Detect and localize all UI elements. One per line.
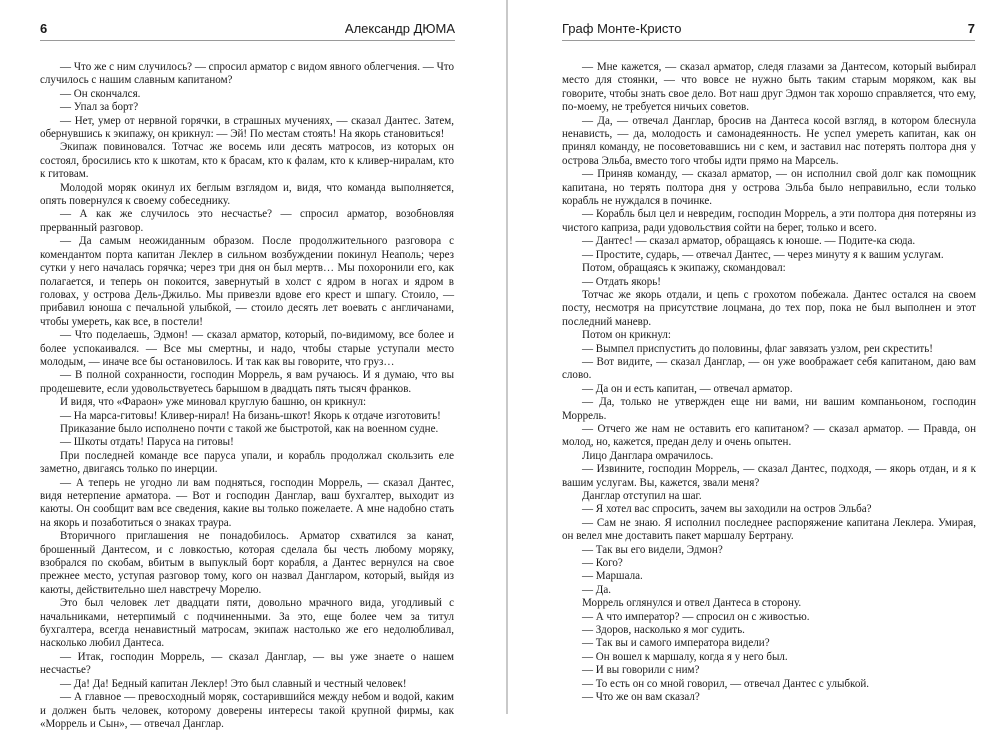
paragraph: Экипаж повиновался. Тотчас же восемь или десять матросов, из которых он состоял, бросились кто к шкотам, кто к брасам, кто к фалам, кто к кливер-ниралам, кто к гитовам. — [40, 141, 454, 181]
page-text — [40, 61, 454, 731]
right-page-header — [562, 21, 975, 41]
paragraph: Приказание было исполнено почти с такой же быстротой, как на военном судне. — [60, 422, 439, 435]
left-page-header — [40, 21, 455, 41]
paragraph: — А как же случилось это несчастье? — спросил арматор, возобновляя прерванный разговор. — [40, 208, 454, 234]
paragraph: — А теперь не угодно ли вам подняться, господин Моррель, — сказал Дантес, видя нетерпение арматора. — Вот и господин Данглар, ваш бухгалтер, выходит из каюты. Он сообщит вам все сведения, какие вы только пожелаете. А мне надобно стать на якорь и позаботиться о знаках траура. — [40, 476, 454, 529]
paragraph: — Отчего же нам не оставить его капитаном? — сказал арматор. — Правда, он молод, но, кажется, предан делу и очень опытен. — [562, 422, 976, 449]
paragraph: — Да самым неожиданным образом. После продолжительного разговора с комендантом порта капитан Леклер в сильном возбуждении покинул Неаполь; через сутки у него началась горячка; через три дня он был мертв… Мы похоронили его, как полагается, и теперь он покоится, завернутый в холст с ядром в ногах и ядром в головах, у острова Дель-Джильо. Мы привезли вдове его крест и шпагу. Стоило, — прибавил юноша с печальной улыбкой, — стоило десять лет воевать с англичанами, чтобы умереть, как все, в постели! — [40, 235, 454, 328]
paragraph: — Что же он вам сказал? — [582, 691, 700, 704]
paragraph: — Отдать якорь! — [582, 275, 661, 288]
page-number: 7 — [967, 21, 975, 36]
paragraph: — Что поделаешь, Эдмон! — сказал арматор, который, по-видимому, все более и более успокаивался. — Все мы смертны, и надо, чтобы старые уступали место молодым, — иначе все бы остановилось. И так как вы говорите, что груз… — [40, 329, 454, 368]
paragraph: — Итак, господин Моррель, — сказал Данглар, — вы уже знаете о нашем несчастье? — [40, 650, 454, 677]
paragraph: — Корабль был цел и невредим, господин Моррель, а эти полтора дня потеряны из чистого каприза, ради удовольствия сойти на берег, только и всего. — [562, 208, 976, 234]
paragraph: — А что император? — спросил он с живостью. — [582, 610, 810, 623]
paragraph: — Вымпел приспустить до половины, флаг завязать узлом, реи скрестить! — [582, 342, 933, 355]
paragraph: — Что же с ним случилось? — спросил арматор с видом явного облегчения. — Что случилось с нашим славным капитаном? — [40, 61, 454, 87]
paragraph: Моррель оглянулся и отвел Дантеса в сторону. — [582, 597, 802, 610]
paragraph: — Он вошел к маршалу, когда я у него был. — [582, 650, 788, 663]
running-title: Граф Монте-Кристо — [562, 21, 682, 36]
paragraph: — То есть он со мной говорил, — отвечал Дантес с улыбкой. — [582, 677, 870, 690]
paragraph: Потом он крикнул: — [582, 329, 672, 342]
page-text — [562, 61, 976, 705]
paragraph: — Дантес! — сказал арматор, обращаясь к юноше. — Подите-ка сюда. — [582, 235, 916, 248]
paragraph: — На марса-гитовы! Кливер-нирал! На бизань-шкот! Якорь к отдаче изготовить! — [60, 409, 441, 422]
paragraph: — Простите, сударь, — отвечал Дантес, — через минуту я к вашим услугам. — [582, 248, 944, 261]
paragraph: — Упал за борт? — [60, 101, 139, 114]
paragraph: Это был человек лет двадцати пяти, довольно мрачного вида, угодливый с начальниками, нетерпимый с подчиненными. За это, еще более чем за титул бухгалтера, всегда ненавистный матросам, экипаж настолько же его недолюбливал, насколько любил Дантеса. — [40, 597, 454, 650]
paragraph: — Я хотел вас спросить, зачем вы заходили на остров Эльба? — [582, 503, 872, 516]
paragraph: И видя, что «Фараон» уже миновал круглую башню, он крикнул: — [60, 396, 367, 409]
running-title: Александр ДЮМА — [344, 21, 455, 36]
paragraph: Потом, обращаясь к экипажу, скомандовал: — [582, 262, 786, 275]
page-number: 6 — [40, 21, 48, 36]
paragraph: — А главное — превосходный моряк, состарившийся между небом и водой, каким и должен быть человек, которому доверены интересы такой крупной фирмы, как «Моррель и Сын», — отвечал Данглар. — [40, 691, 454, 730]
right-page — [510, 0, 1005, 714]
paragraph: Данглар отступил на шаг. — [582, 490, 702, 502]
paragraph: — Так вы его видели, Эдмон? — [582, 543, 723, 556]
paragraph: — И вы говорили с ним? — [582, 664, 700, 677]
paragraph: Молодой моряк окинул их беглым взглядом и, видя, что команда выполняется, опять повернулся к своему собеседнику. — [40, 181, 454, 208]
header-rule — [40, 40, 455, 41]
paragraph: — Вот видите, — сказал Данглар, — он уже воображает себя капитаном, даю вам слово. — [562, 355, 976, 382]
paragraph: — Шкоты отдать! Паруса на гитовы! — [60, 436, 234, 449]
paragraph: — Да он и есть капитан, — отвечал арматор. — [582, 382, 793, 395]
header-rule — [562, 40, 975, 41]
paragraph: — Извините, господин Моррель, — сказал Дантес, подходя, — якорь отдан, и я к вашим услугам. Вы, кажется, звали меня? — [562, 463, 976, 489]
paragraph: — Нет, умер от нервной горячки, в страшных мучениях, — сказал Дантес. Затем, обернувшись к экипажу, он крикнул: — Эй! По местам стоять! На якорь становиться! — [40, 114, 454, 141]
paragraph: — Сам не знаю. Я исполнил последнее распоряжение капитана Леклера. Умирая, он велел мне доставить пакет маршалу Бертрану. — [562, 516, 976, 543]
paragraph: — В полной сохранности, господин Моррель, я вам ручаюсь. И я думаю, что вы продешевите, если удовольствуетесь барышом в двадцать пять тысяч франков. — [40, 369, 454, 395]
paragraph: — Кого? — [582, 557, 623, 570]
paragraph: — Да! Да! Бедный капитан Леклер! Это был славный и честный человек! — [60, 677, 407, 690]
paragraph: — Приняв команду, — сказал арматор, — он исполнил свой долг как помощник капитана, но терять полтора дня у острова Эльба было неправильно, если только корабль не нуждался в починке. — [562, 168, 976, 208]
paragraph: Тотчас же якорь отдали, и цепь с грохотом побежала. Дантес остался на своем посту, несмотря на присутствие лоцмана, до тех пор, пока не был выполнен и этот последний маневр. — [562, 288, 976, 328]
paragraph: — Мне кажется, — сказал арматор, следя глазами за Дантесом, который выбирал место для стоянки, — что вовсе не нужно быть таким старым моряком, как вы говорите, чтобы знать свое дело. Вот наш друг Эдмон так хорошо справляется, что ему, по-моему, не требуется ничьих советов. — [562, 61, 976, 114]
paragraph: — Маршала. — [582, 570, 643, 583]
paragraph: — Здоров, насколько я мог судить. — [582, 624, 745, 637]
paragraph: Лицо Данглара омрачилось. — [582, 449, 714, 462]
paragraph: — Да, только не утвержден еще ни вами, ни вашим компаньоном, господин Моррель. — [562, 396, 976, 422]
book-spine — [506, 0, 508, 714]
paragraph: Вторичного приглашения не понадобилось. Арматор схватился за канат, брошенный Дантесом, и с ловкостью, которая сделала бы честь любому моряку, взобрался по скобам, вбитым в выпуклый борт корабля, а Дантес вернулся на свое прежнее место, уступая разговор тому, кого он назвал Дангларом, который, выйдя из каюты, действительно шел навстречу Морелю. — [40, 530, 454, 596]
paragraph: — Да, — отвечал Данглар, бросив на Дантеса косой взгляд, в котором блеснула ненависть, — да, молодость и самонадеянность. Не успел умереть капитан, как он принял команду, не посоветовавшись ни с кем, и заставил нас потерять полтора дня у острова Эльба, вместо того чтобы идти прямо на Марсель. — [562, 114, 976, 167]
paragraph: При последней команде все паруса упали, и корабль продолжал скользить еле заметно, двигаясь только по инерции. — [40, 449, 454, 476]
paragraph: — Да. — [582, 583, 612, 596]
paragraph: — Он скончался. — [60, 87, 141, 100]
paragraph: — Так вы и самого императора видели? — [582, 637, 770, 650]
